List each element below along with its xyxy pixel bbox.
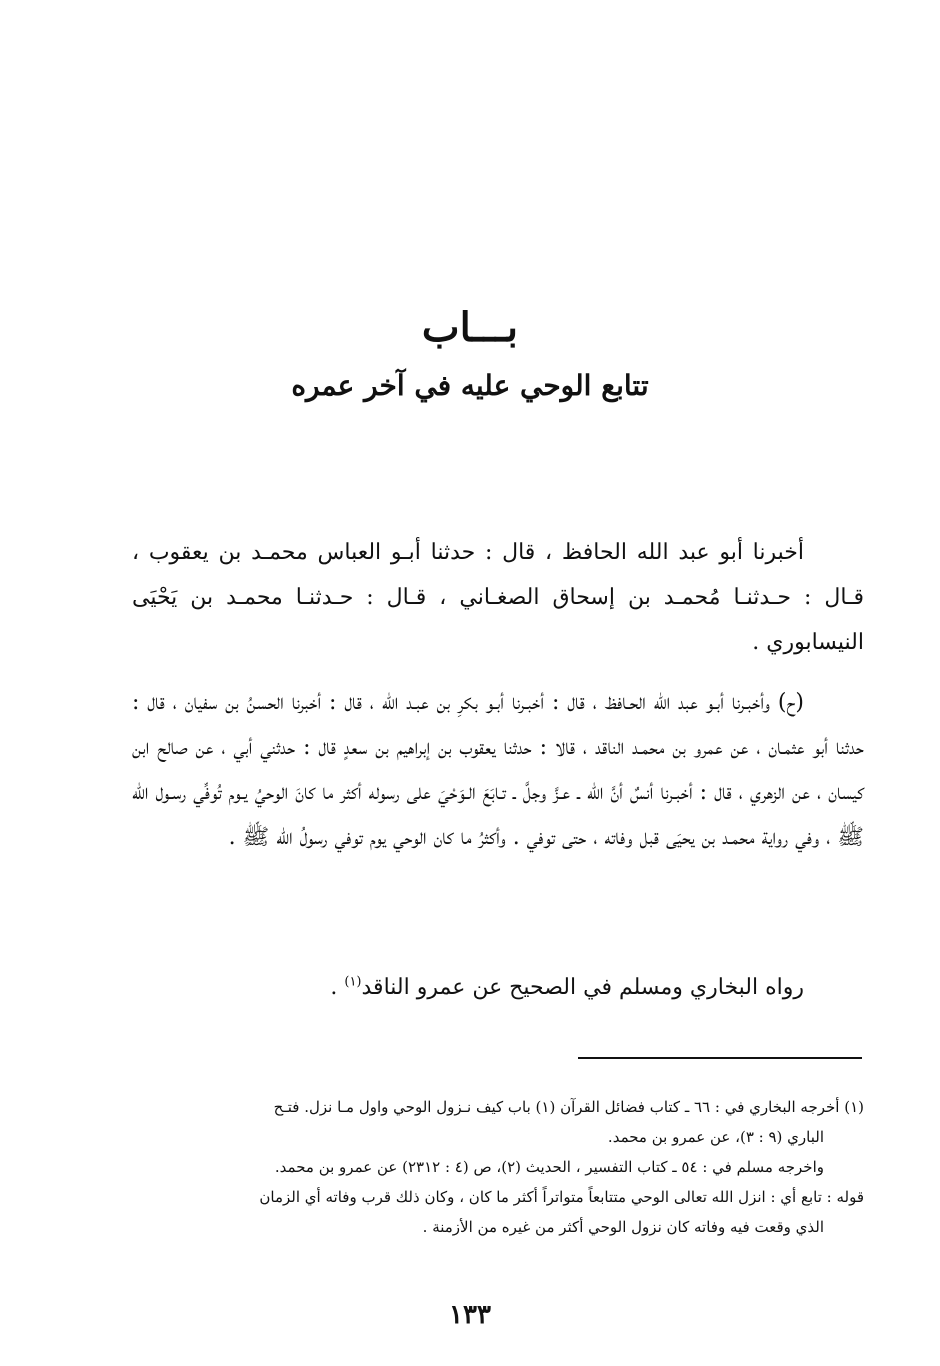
footnote-3-line-2: الذي وقعت فيه وفاته كان نزول الوحي أكثر من غيره من الأزمنة .	[422, 1218, 824, 1236]
chapter-heading: بـــاب	[421, 304, 519, 351]
narration-text: رواه البخاري ومسلم في الصحيح عن عمرو الناقد	[361, 975, 804, 1000]
footnote-2: واخرجه مسلم في : ٥٤ ـ كتاب التفسير ، الحديث (٢)، ص (٤ : ٢٣١٢) عن عمرو بن محمد.	[274, 1158, 824, 1176]
narration-end: .	[330, 975, 345, 1000]
footnote-3-line-1: قوله : تابع أي : انزل الله تعالى الوحي متتابعاً متواتراً أكثر ما كان ، وكان ذلك قرب وفاته أي الزمان	[259, 1188, 864, 1206]
paragraph-isnad-2: (ح) وأخبـرنا أبـو عبد الله الحـافظ ، قال : أخبـرنا أبـو بكرِ بن عبـد الله ، قال : أخبرنا الحسنُ بن سفيان ، قال : حدثنا أبو عثمـان ، عن عمرو بن محمـد الناقد ، قالا : حدثنا يعقوب بن إبراهيم بن سعدٍ قال : حدثني أبي ، عن صالح ابن كيسان ، عن الزهري ، قال : أخبـرنا أنسٌ أنَّ الله ـ عـزَّ وجلَّ ـ تـابَعَ الـوَحْيَ على رسوله أكثر ما كانَ الوحيُ يـوم تُوفِّي رسـول الله ﷺ ، وفي رواية محمـد بن يحيَى قبل وفاته ، حتى توفي . وأكثرُ ما كان الوحي يوم توفي رسولُ الله ﷺ .	[132, 690, 865, 850]
footnote-1-line-2: الباري (٩ : ٣)، عن عمرو بن محمد.	[607, 1128, 824, 1146]
paragraph-isnad-1: أخبرنا أبو عبد الله الحافظ ، قال : حدثنا أبـو العباس محمـد بن يعقوب ، قـال : حـدثنـا مُحمـد بن إسحاق الصغـاني ، قـال : حـدثنـا محمـد بن يَحْيَى النيسابوري .	[132, 540, 864, 655]
footnotes-section	[120, 1092, 864, 1242]
chapter-title: تتابع الوحي عليه في آخر عمره	[291, 369, 649, 402]
paragraph-narration	[132, 965, 864, 1010]
footnote-reference[interactable]: (١)	[344, 974, 362, 990]
footnote-divider	[578, 1057, 862, 1059]
footnote-1-line-1: (١) أخرجه البخاري في : ٦٦ ـ كتاب فضائل القرآن (١) باب كيف نـزول الوحي واول مـا نزل. فتـح	[273, 1098, 864, 1116]
page-number: ١٣٣	[449, 1300, 491, 1330]
